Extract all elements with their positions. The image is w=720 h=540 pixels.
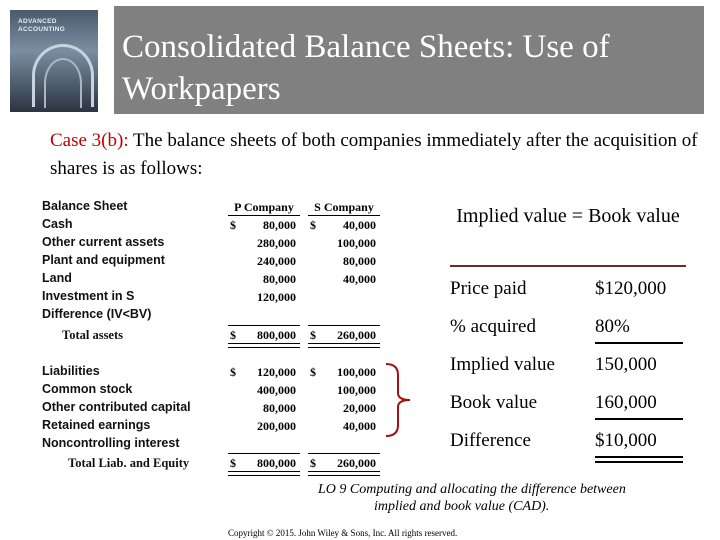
value-s-company: 100,000 [337, 383, 376, 397]
value-s-company: 100,000 [337, 365, 376, 379]
value-p-company: 80,000 [263, 401, 296, 415]
implied-row-label: Difference [450, 430, 531, 451]
liab-double-rule-p [228, 471, 300, 476]
implied-row-label: Price paid [450, 278, 527, 299]
total-liab-dollar-p: $ [230, 456, 236, 470]
implied-row-label: % acquired [450, 316, 536, 337]
value-s-company: 100,000 [337, 236, 376, 250]
value-p-company: 120,000 [257, 365, 296, 379]
case-description [50, 127, 700, 183]
assets-total-rule-p [228, 325, 300, 326]
implied-row-value: $10,000 [595, 430, 657, 451]
value-p-company: 80,000 [263, 218, 296, 232]
dollar-sign-p: $ [230, 218, 236, 232]
total-liab-s: 260,000 [337, 456, 376, 470]
assets-double-rule-s [308, 343, 380, 348]
implied-subtotal-rule [595, 342, 683, 344]
lo-line2: implied and book value (CAD). [374, 499, 550, 514]
total-assets-label: Total assets [62, 328, 124, 342]
slide-title-line2: Workpapers [122, 71, 281, 107]
implied-row-label: Book value [450, 392, 538, 413]
title-banner [0, 0, 720, 115]
dollar-sign-s: $ [310, 218, 316, 232]
case-label: Case 3(b): [50, 130, 129, 151]
implied-subtotal-rule [595, 418, 683, 420]
cover-arch-shape-inner [44, 58, 82, 108]
book-cover-text: ADVANCED ACCOUNTING [18, 18, 66, 33]
row-label: Plant and equipment [42, 253, 165, 267]
value-s-company: 40,000 [343, 218, 376, 232]
right-brace-icon [384, 363, 414, 437]
implied-value-title: Implied value = Book value [456, 205, 680, 227]
value-p-company: 280,000 [257, 236, 296, 250]
dollar-sign-p: $ [230, 365, 236, 379]
case-text: The balance sheets of both companies immediately after the acquisition of shares is as follows: [50, 130, 698, 179]
copyright-notice: Copyright © 2015. John Wiley & Sons, Inc. All rights reserved. [228, 528, 458, 538]
row-label: Land [42, 271, 72, 285]
implied-total-double-rule [595, 456, 683, 463]
liab-double-rule-s [308, 471, 380, 476]
value-p-company: 400,000 [257, 383, 296, 397]
dollar-sign-s: $ [310, 365, 316, 379]
book-cover-image [10, 10, 98, 112]
value-s-company: 40,000 [343, 419, 376, 433]
implied-title-rule [450, 265, 686, 267]
row-label: Difference (IV<BV) [42, 307, 152, 321]
value-s-company: 80,000 [343, 254, 376, 268]
liab-total-rule-s [308, 453, 380, 454]
slide-title [122, 26, 610, 110]
total-assets-dollar-p: $ [230, 328, 236, 342]
implied-row-value: 80% [595, 316, 630, 337]
implied-row-value: 160,000 [595, 392, 657, 413]
row-label: Cash [42, 217, 73, 231]
row-label: Liabilities [42, 364, 100, 378]
total-liab-dollar-s: $ [310, 456, 316, 470]
assets-double-rule-p [228, 343, 300, 348]
value-s-company: 20,000 [343, 401, 376, 415]
implied-row-label: Implied value [450, 354, 555, 375]
balance-sheet-heading: Balance Sheet [42, 199, 128, 213]
row-label: Retained earnings [42, 418, 151, 432]
total-assets-p: 800,000 [257, 328, 296, 342]
row-label: Investment in S [42, 289, 135, 303]
col-header-s-company: S Company [308, 200, 380, 216]
slide-title-line1: Consolidated Balance Sheets: Use of [122, 29, 610, 65]
implied-row-value: 150,000 [595, 354, 657, 375]
total-liab-label: Total Liab. and Equity [68, 456, 190, 470]
assets-total-rule-s [308, 325, 380, 326]
learning-objective [318, 481, 718, 515]
total-assets-s: 260,000 [337, 328, 376, 342]
value-p-company: 240,000 [257, 254, 296, 268]
total-liab-p: 800,000 [257, 456, 296, 470]
value-s-company: 40,000 [343, 272, 376, 286]
row-label: Other contributed capital [42, 400, 191, 414]
row-label: Noncontrolling interest [42, 436, 180, 450]
total-assets-dollar-s: $ [310, 328, 316, 342]
lo-line1: LO 9 Computing and allocating the difference between [318, 482, 626, 497]
implied-row-value: $120,000 [595, 278, 667, 299]
liab-total-rule-p [228, 453, 300, 454]
col-header-p-company: P Company [228, 200, 300, 216]
row-label: Common stock [42, 382, 133, 396]
value-p-company: 200,000 [257, 419, 296, 433]
value-p-company: 120,000 [257, 290, 296, 304]
row-label: Other current assets [42, 235, 165, 249]
value-p-company: 80,000 [263, 272, 296, 286]
